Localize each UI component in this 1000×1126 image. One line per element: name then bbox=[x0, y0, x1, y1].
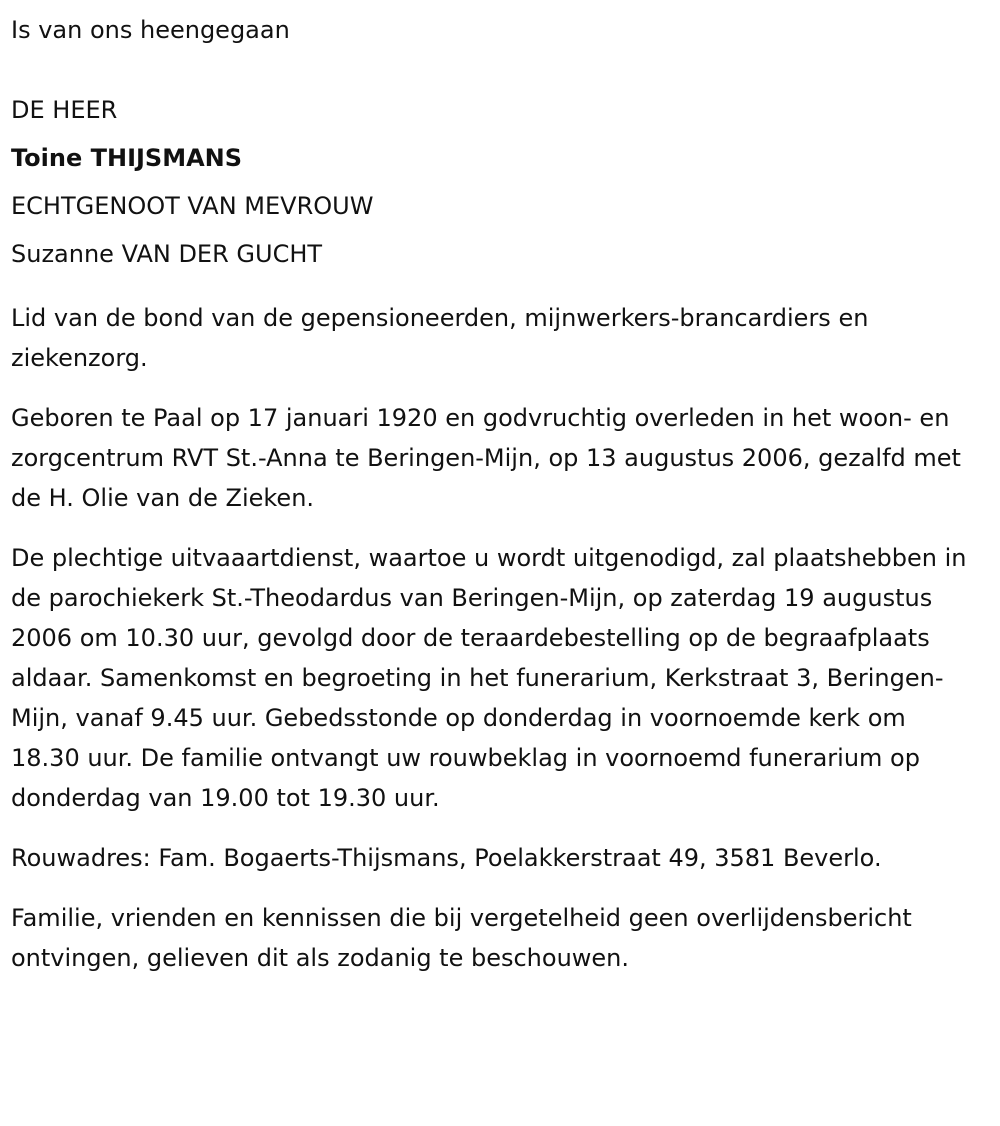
spacer bbox=[11, 878, 982, 898]
closing-paragraph: Familie, vrienden en kennissen die bij vergetelheid geen overlijdensbericht ontvingen, gelieven dit als zodanig te beschouwen. bbox=[11, 904, 912, 972]
service-paragraph: De plechtige uitvaaartdienst, waartoe u wordt uitgenodigd, zal plaatshebben in de parochiekerk St.-Theodardus van Beringen-Mijn, op zaterdag 19 augustus 2006 om 10.30 uur, gevolgd door de teraardebestelling op de begraafplaats aldaar. Samenkomst en begroeting in het funerarium, Kerkstraat 3, Beringen-Mijn, vanaf 9.45 uur. Gebedsstonde op donderdag in voornoemde kerk om 18.30 uur. De familie ontvangt uw rouwbeklag in voornoemd funerarium op donderdag van 19.00 tot 19.30 uur. bbox=[11, 544, 967, 812]
title-text: DE HEER bbox=[11, 96, 118, 124]
deceased-name: Toine THIJSMANS bbox=[11, 144, 243, 172]
spouse-label: ECHTGENOOT VAN MEVROUW bbox=[11, 192, 374, 220]
address-paragraph: Rouwadres: Fam. Bogaerts-Thijsmans, Poelakkerstraat 49, 3581 Beverlo. bbox=[11, 844, 882, 872]
birth-death-paragraph: Geboren te Paal op 17 januari 1920 en godvruchtig overleden in het woon- en zorgcentrum RVT St.-Anna te Beringen-Mijn, op 13 augustus 2006, gezalfd met de H. Olie van de Zieken. bbox=[11, 404, 961, 512]
spacer bbox=[11, 278, 982, 298]
spouse-name: Suzanne VAN DER GUCHT bbox=[11, 240, 323, 268]
spacer bbox=[11, 818, 982, 838]
spacer bbox=[11, 54, 982, 86]
intro-text: Is van ons heengegaan bbox=[11, 16, 290, 44]
spacer bbox=[11, 378, 982, 398]
spacer bbox=[11, 518, 982, 538]
membership-paragraph: Lid van de bond van de gepensioneerden, mijnwerkers-brancardiers en ziekenzorg. bbox=[11, 304, 869, 372]
